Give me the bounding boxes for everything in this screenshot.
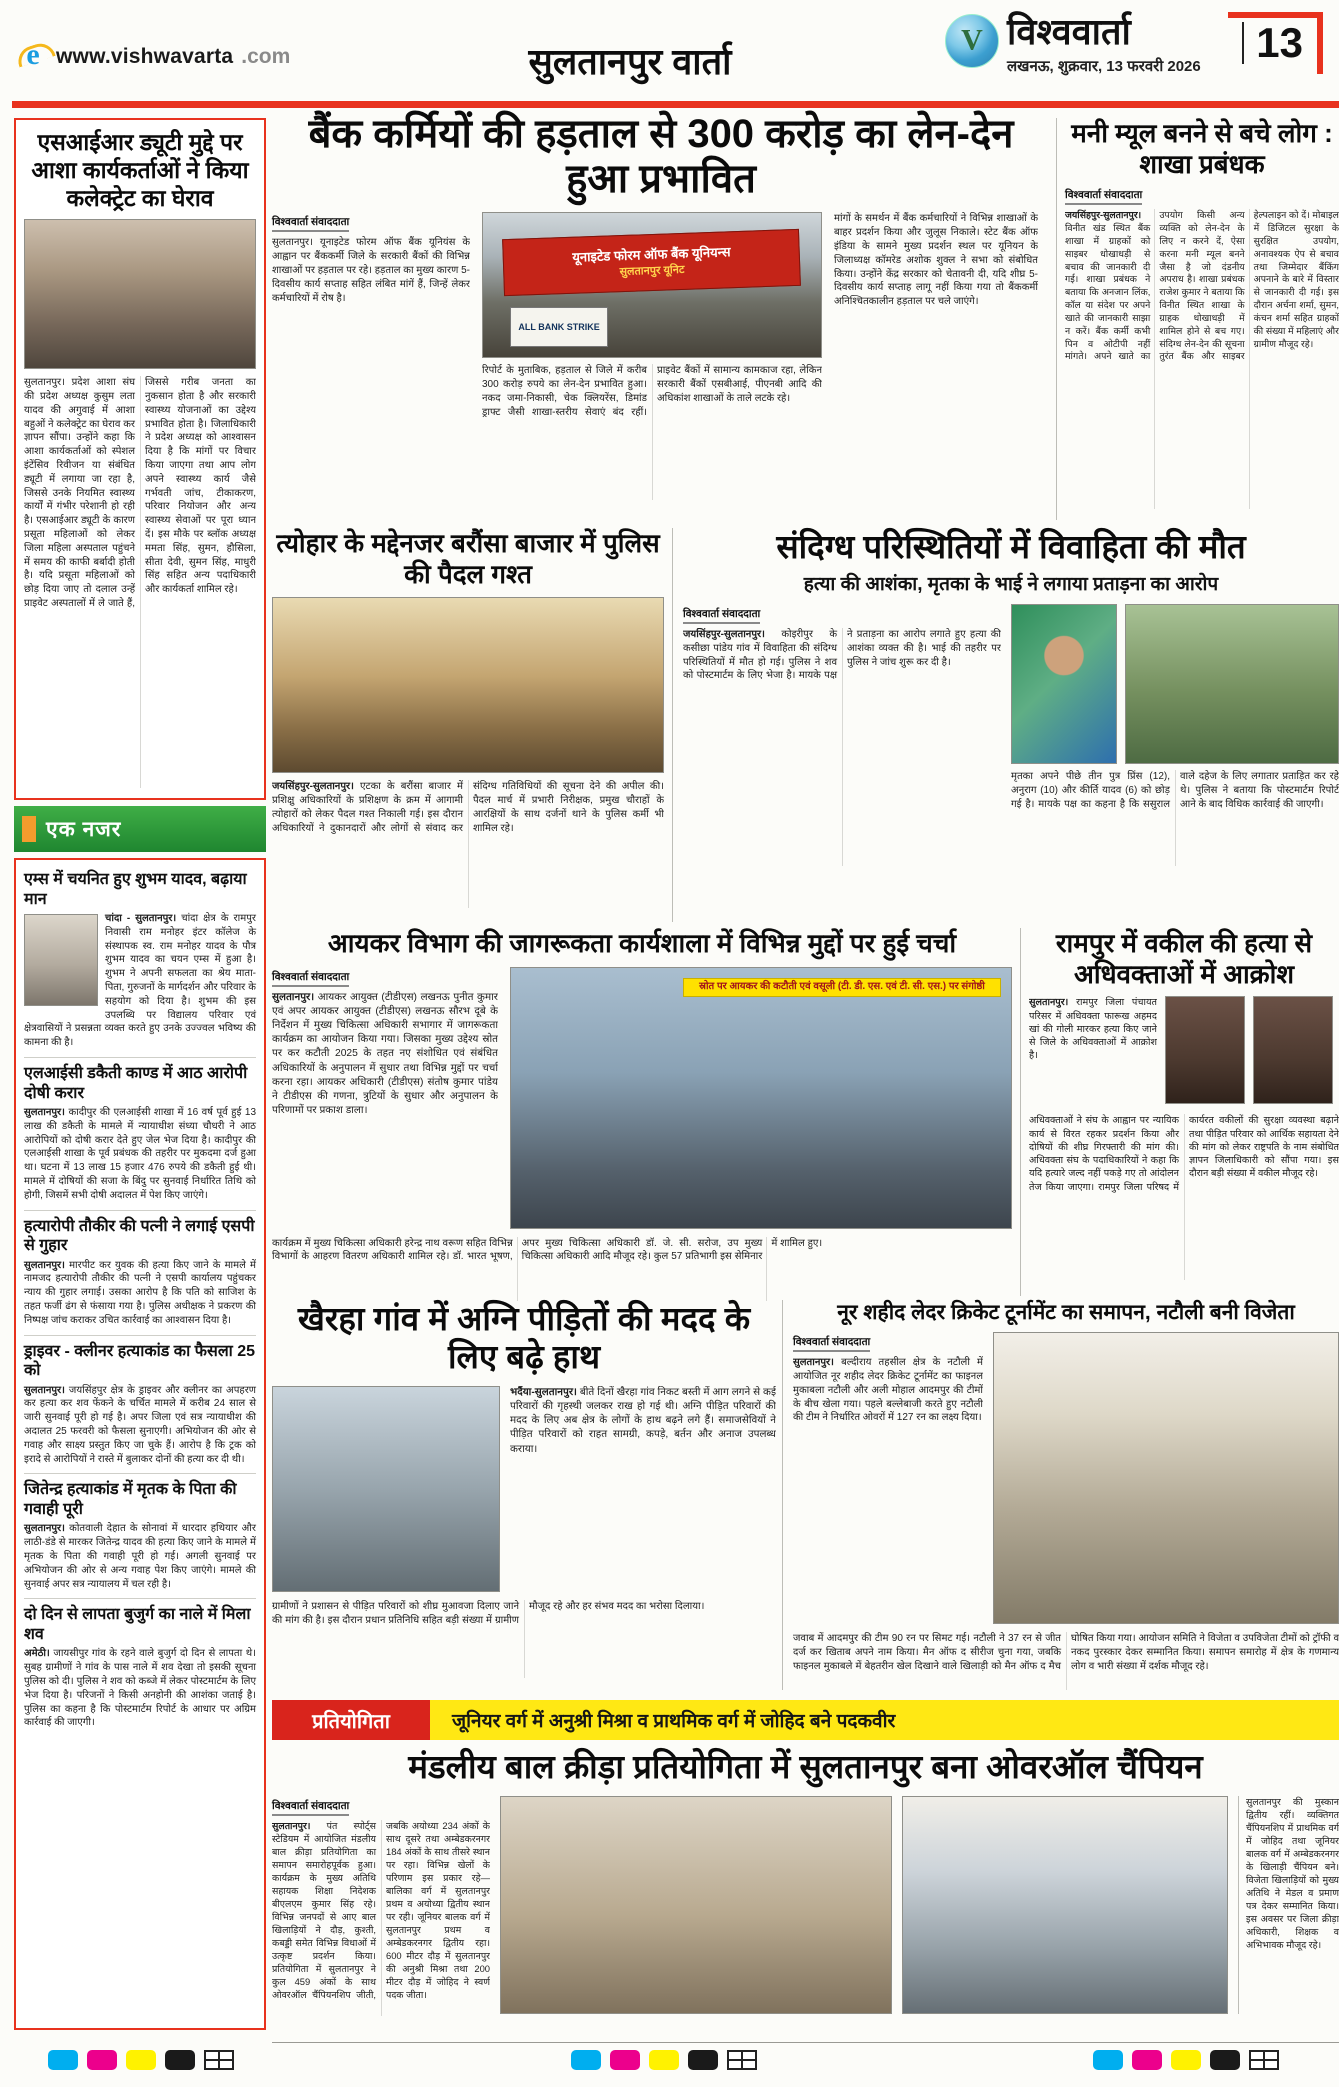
header-url (18, 38, 291, 72)
byline: विश्ववार्ता संवाददाता (272, 215, 349, 232)
article-mandaliya-right: सुलतानपुर की मुस्कान द्वितीय रहीं। व्यक्तिगत चैंपियनशिप में प्राथमिक वर्ग में जोहिद तथा जूनियर बालक वर्ग में अम्बेडकरनगर के खिलाड़ी चैंपियन बने। विजेता खिलाड़ियों को मुख्य अतिथि ने मेडल व प्रमाण पत्र देकर सम्मानित किया। इस अवसर पर जिला क्रीड़ा अधिकारी, शिक्षक व अभिभावक मौजूद रहे। (1238, 1796, 1339, 2014)
article-rampur-body2: अधिवक्ताओं ने संघ के आह्वान पर न्यायिक कार्य से विरत रहकर प्रदर्शन किया और दोषियों की शीघ्र गिरफ्तारी की मांग की। अधिवक्ता संघ के पदाधिकारियों ने कहा कि यदि हत्यारे जल्द नहीं पकड़े गए तो आंदोलन तेज किया जाएगा। रामपुर जिला परिषद में कार्यरत वकीलों की सुरक्षा व्यवस्था बढ़ाने तथा पीड़ित परिवार को आर्थिक सहायता देने की मांग को लेकर राष्ट्रपति के नाम संबोधित ज्ञापन जिलाधिकारी को सौंपा गया। इस दौरान बड़ी संख्या में वकील मौजूद रहे। (1029, 1115, 1339, 1193)
article-mandaliya (272, 1748, 1339, 2038)
byline: विश्ववार्ता संवाददाता (272, 970, 349, 987)
article-khairha-body2: ग्रामीणों ने प्रशासन से पीड़ित परिवारों को शीघ्र मुआवजा दिलाए जाने की मांग की है। इस दौरान प्रधान प्रतिनिधि सहित बड़ी संख्या में ग्रामीण मौजूद रहे और हर संभव मदद का भरोसा दिलाया। (272, 1600, 705, 1626)
yellow-chip-icon (126, 2050, 156, 2070)
print-registration-marks (0, 2050, 1339, 2070)
byline: विश्ववार्ता संवाददाता (272, 1799, 349, 1816)
page-number-box (1228, 12, 1323, 74)
black-chip-icon (688, 2050, 718, 2070)
brief-body: अमेठी। जायसीपुर गांव के रहने वाले बुजुर्ग दो दिन से लापता थे। सुबह ग्रामीणों ने गांव के पास नाले में शव देखा तो इसकी सूचना पुलिस को दी। पुलिस ने शव को कब्जे में लेकर पोस्टमार्टम के लिए भेज दिया है। परिजनों ने किसी अनहोनी की आशंका जताई है। पुलिस का कहना है कि पोस्टमार्टम रिपोर्ट के आधार पर अग्रिम कार्रवाई की जाएगी। (24, 1648, 256, 1729)
strike-banner: यूनाइटेड फोरम ऑफ बैंक यूनियन्स सुलतानपुर यूनिट (502, 228, 801, 295)
photo-bank-strike (482, 212, 822, 358)
article-sir-body: सुलतानपुर। प्रदेश आशा संघ की प्रदेश अध्यक्ष कुसुम लता यादव की अगुवाई में आशा बहुओं ने कलेक्ट्रेट का घेराव कर ज्ञापन सौंपा। उन्होंने कहा कि आशा कार्यकर्ताओं को स्पेशल इंटेंसिव रिवीजन या संबंधित ड्यूटी में लगाया जा रहा है, जिससे उनके नियमित स्वास्थ्य कार्यों में गंभीर परेशानी हो रही है। एसआईआर ड्यूटी के कारण प्रसूता महिलाओं को लेकर जिला महिला अस्पताल पहुंचने में समय की काफी बर्बादी होती है। यदि प्रसूता महिलाओं को छोड़ दिया जाए तो दलाल उन्हें प्राइवेट अस्पतालों में ले जाते हैं, जिससे गरीब जनता का नुकसान होता है और सरकारी स्वास्थ्य योजनाओं का उद्देश्य प्रभावित होता है। जिलाधिकारी ने प्रदेश अध्यक्ष को आश्वासन दिया है कि मांगों पर विचार किया जाएगा तथा आप लोग अपने स्वास्थ्य कार्य जैसे गर्भवती जांच, टीकाकरण, परिवार नियोजन और अन्य स्वास्थ्य सेवाओं पर पूरा ध्यान दें। इस मौके पर ब्लॉक अध्यक्ष ममता सिंह, सुमन, हौसिला, सीता देवी, सुमन सिंह, माधुरी सिंह सहित अन्य पदाधिकारी और कार्यकर्ता शामिल रहे। (24, 377, 256, 609)
article-khairha-headline: खैरहा गांव में अग्नि पीड़ितों की मदद के लिए बढ़े हाथ (297, 1300, 751, 1375)
article-money-mule-headline: मनी म्यूल बनने से बचे लोग : शाखा प्रबंधक (1071, 118, 1333, 179)
brief-body: सुलतानपुर। जयसिंहपुर क्षेत्र के ड्राइवर और क्लीनर का अपहरण कर हत्या कर शव फेंकने के चर्चित मामले में करीब 24 साल से जारी सुनवाई पूरी हो गई है। अपर जिला एवं सत्र न्यायाधीश की अदालत 25 फरवरी को फैसला सुनाएगी। अभियोजन की ओर से गवाह और साक्ष्य प्रस्तुत किए जा चुके हैं। आरोप है कि ट्रक को इरादे से आरोपियों ने रास्ते में बुलाकर दोनों की हत्या कर दी थी। (24, 1384, 257, 1465)
brief-headline: ड्राइवर - क्लीनर हत्याकांड का फैसला 25 को (24, 1342, 256, 1380)
byline: विश्ववार्ता संवाददाता (793, 1335, 870, 1352)
photo-cricket-prize-ceremony (993, 1332, 1339, 1624)
article-khairha-body: भदैंया-सुलतानपुर। बीते दिनों खैरहा गांव निकट बस्ती में आग लगने से कई परिवारों की गृहस्थी जलकर राख हो गई थी। अग्नि पीड़ित परिवारों की मदद के लिए अब क्षेत्र के लोगों के हाथ बढ़ने लगे हैं। समाजसेवियों ने पीड़ित परिवारों को राहत सामग्री, कपड़े, बर्तन और अनाज उपलब्ध कराया। (510, 1386, 776, 1455)
pratiyogita-band (272, 1700, 1339, 1740)
article-mandaliya-left: विश्ववार्ता संवाददाता सुलतानपुर। पंत स्पोर्ट्स स्टेडियम में आयोजित मंडलीय बाल क्रीड़ा प्रतियोगिता का समापन समारोहपूर्वक हुआ। कार्यक्रम के मुख्य अतिथि सहायक शिक्षा निदेशक बीएलएम कुमार सिंह रहे। विभिन्न जनपदों से आए बाल खिलाड़ियों ने दौड़, कुश्ती, कबड्डी समेत विभिन्न विधाओं में उत्कृष्ट प्रदर्शन किया। प्रतियोगिता में सुलतानपुर ने कुल 459 अंकों के साथ ओवरऑल चैंपियनशिप जीती, जबकि अयोध्या 234 अंकों के साथ दूसरे तथा अम्बेडकरनगर 184 अंकों के साथ तीसरे स्थान पर रहा। विभिन्न खेलों के परिणाम इस प्रकार रहे— बालिका वर्ग में सुलतानपुर प्रथम व अयोध्या द्वितीय स्थान पर रही। जूनियर बालक वर्ग में सुलतानपुर प्रथम व अम्बेडकरनगर द्वितीय रहा। 600 मीटर दौड़ में सुलतानपुर की अनुश्री मिश्रा तथा 200 मीटर दौड़ में जोहिद ने स्वर्ण पदक जीता। (272, 1799, 490, 2000)
yellow-chip-icon (649, 2050, 679, 2070)
article-tyohar-body: जयसिंहपुर-सुलतानपुर। एटका के बरौंसा बाजार में प्रशिक्षु अधिकारियों के प्रशिक्षण के क्रम में आगामी त्योहारों को लेकर पैदल गश्त निकाली गई। इस दौरान अधिकारियों ने दुकानदारों और लोगों से संवाद कर संदिग्ध गतिविधियों की सूचना देने की अपील की। पैदल मार्च में प्रभारी निरीक्षक, प्रमुख चौराहों के आरक्षियों के साथ दर्जनों थाने के पुलिस कर्मी भी शामिल रहे। (272, 781, 664, 834)
site-url: www.vishwavarta (56, 45, 234, 68)
brief-item-driver (24, 1342, 256, 1467)
brief-item-lic (24, 1064, 256, 1203)
article-khairha (272, 1300, 776, 1688)
yellow-chip-icon (1171, 2050, 1201, 2070)
photo-sports-ceremony (902, 1796, 1228, 2014)
article-sandigdh-left: विश्ववार्ता संवाददाता जयसिंहपुर-सुलतानपुर। कोइरीपुर के कसीछा पांडेय गांव में विवाहिता की संदिग्ध परिस्थितियों में मौत हो गई। पुलिस ने शव को पोस्टमार्टम के लिए भेजा है। मायके पक्ष ने प्रताड़ना का आरोप लगाते हुए हत्या की आशंका व्यक्त की है। भाई की तहरीर पर पुलिस ने जांच शुरू कर दी है। (683, 607, 1001, 682)
photo-deceased-woman (1011, 604, 1117, 764)
globe-logo-icon: V (945, 14, 999, 68)
article-bank-col4: मांगों के समर्थन में बैंक कर्मचारियों ने विभिन्न शाखाओं के बाहर प्रदर्शन किया और जुलूस निकाले। स्टेट बैंक ऑफ इंडिया के सामने मुख्य प्रदर्शन स्थल पर यूनियन के जिलाध्यक्ष कॉमरेड अशोक शुक्ल ने सभा को संबोधित किया। उन्होंने केंद्र सरकार को चेतावनी दी, यदि शीघ्र 5-दिवसीय कार्य सप्ताह लागू नहीं किया गया तो बैंककर्मी अनिश्चितकालीन हड़ताल पर चले जाएंगे। (834, 213, 1038, 308)
photo-caption-band: स्रोत पर आयकर की कटौती एवं वसूली (टी. डी. एस. एवं टी. सी. एस.) पर संगोष्ठी (683, 978, 1001, 997)
registration-cross-icon (727, 2050, 757, 2070)
cyan-chip-icon (48, 2050, 78, 2070)
photo-wrestling-bout (500, 1796, 892, 2014)
photo-lawyer-2 (1253, 996, 1333, 1104)
photo-asha-protest (24, 219, 256, 369)
brief-item-aiims (24, 870, 256, 1050)
cmyk-group (48, 2050, 234, 2070)
article-sandigdh-subhead: हत्या की आशंका, मृतका के भाई ने लगाया प्रताड़ना का आरोप (803, 573, 1219, 595)
divider (24, 1598, 256, 1599)
photo-police-march (272, 597, 664, 773)
article-aayakar-headline: आयकर विभाग की जागरूकता कार्यशाला में विभिन्न मुद्दों पर हुई चर्चा (327, 928, 957, 958)
article-sandigdh-right: मृतका अपने पीछे तीन पुत्र प्रिंस (12), अनुराग (10) और कीर्ति यादव (6) को छोड़ गई है। मायके पक्ष का कहना है कि ससुराल वाले दहेज के लिए लगातार प्रताड़ित कर रहे थे। पुलिस ने बताया कि पोस्टमार्टम रिपोर्ट आने के बाद विधिक कार्रवाई की जाएगी। (1011, 604, 1339, 866)
magenta-chip-icon (87, 2050, 117, 2070)
brief-headline: एलआईसी डकैती काण्ड में आठ आरोपी दोषी करार (24, 1065, 248, 1102)
edition-dateline: लखनऊ, शुक्रवार, 13 फरवरी 2026 (1007, 58, 1201, 75)
brief-body: सुलतानपुर। मारपीट कर युवक की हत्या किए जाने के मामले में नामजद हत्यारोपी तौकीर की पत्नी ने एसपी कार्यालय पहुंचकर न्याय की गुहार लगाई। उसका आरोप है कि पति को साजिश के तहत फर्जी ढंग से फंसाया गया है। पुलिस अधीक्षक ने प्रकरण की निष्पक्ष जांच कराकर उचित कार्रवाई का आश्वासन दिया है। (24, 1259, 256, 1326)
brief-body: सुलतानपुर। कादीपुर की एलआईसी शाखा में 16 वर्ष पूर्व हुई 13 लाख की डकैती के मामले में न्यायाधीश संध्या चौधरी ने आठ आरोपियों को दोषी करार देते हुए जेल भेज दिया है। कादीपुर की एलआईसी शाखा के पूर्व प्रबंधक की तहरीर पर मुकदमा दर्ज हुआ था। घटना में 13 लाख 15 हजार 476 रुपये की डकैती हुई थी। मामले में दोषियों की सजा के बिंदु पर सुनवाई निर्धारित तिथि को होगी, जिसमें सभी दोषी अदालत में पेश किए जाएंगे। (24, 1107, 257, 1201)
cmyk-group (571, 2050, 757, 2070)
article-sir (14, 118, 266, 800)
article-sir-headline: एसआईआर ड्यूटी मुद्दे पर आशा कार्यकर्ताओं ने किया कलेक्ट्रेट का घेराव (31, 129, 249, 212)
header-rule (12, 101, 1339, 108)
ek-najar-label: एक नजर (46, 818, 122, 841)
site-url-tld: .com (241, 45, 291, 68)
strike-placard: ALL BANK STRIKE (510, 307, 608, 347)
article-sandigdh (672, 528, 1339, 922)
article-aayakar (272, 928, 1012, 1290)
article-money-mule-body: जयसिंहपुर-सुलतानपुर। विनीत खंड स्थित बैंक शाखा में ग्राहकों को साइबर धोखाधड़ी से बचाव की जानकारी दी गई। शाखा प्रबंधक ने बताया कि अनजान लिंक, कॉल या संदेश पर अपने खाते की जानकारी साझा न करें। बैंक कर्मी कभी पिन व ओटीपी नहीं मांगते। अपने खाते का उपयोग किसी अन्य व्यक्ति को लेन-देन के लिए न करने दें, ऐसा करना मनी म्यूल बनने जैसा है जो दंडनीय अपराध है। शाखा प्रबंधक राजेश कुमार ने बताया कि विनीत स्थित शाखा के ग्राहक धोखाधड़ी में शामिल होने से बच गए। संदिग्ध लेन-देन की सूचना तुरंत बैंक और साइबर हेल्पलाइन को दें। मोबाइल में डिजिटल सुरक्षा के सुरक्षित उपयोग, अनावश्यक ऐप से बचाव तथा जिम्मेदार बैंकिंग अपनाने के बारे में विस्तार से जानकारी दी गई। इस दौरान अर्चना शर्मा, सुमन, कंचन शर्मा सहित ग्राहकों की संख्या में महिलाएं और ग्रामीण मौजूद रहे। (1065, 210, 1339, 362)
article-money-mule (1056, 118, 1339, 520)
brief-item-jitendra (24, 1480, 256, 1591)
article-rampur-lead: सुलतानपुर। रामपुर जिला पंचायत परिसर में अधिवक्ता फारूख अहमद खां की गोली मारकर हत्या किए जाने से जिले के अधिवक्ताओं में आक्रोश है। (1029, 997, 1157, 1062)
divider (24, 1210, 256, 1211)
cyan-chip-icon (1093, 2050, 1123, 2070)
brief-headline: जितेन्द्र हत्याकांड में मृतक के पिता की गवाही पूरी (24, 1481, 237, 1518)
article-aayakar-body2: कार्यक्रम में मुख्य चिकित्सा अधिकारी हरेन्द्र नाथ वरूण सहित विभिन्न विभागों के आहरण वितरण अधिकारी शामिल रहे। डॉ. भारत भूषण, अपर मुख्य चिकित्सा अधिकारी डॉ. जे. सी. सरोज, उप मुख्य चिकित्सा अधिकारी आदि मौजूद रहे। कुल 57 प्रतिभागी इस सेमिनार में शामिल हुए। (272, 1237, 823, 1263)
article-bank-headline: बैंक कर्मियों की हड़ताल से 300 करोड़ का लेन-देन हुआ प्रभावित (308, 112, 1014, 202)
brief-headline: हत्यारोपी तौकीर की पत्नी ने लगाई एसपी से गुहार (24, 1217, 255, 1255)
article-aayakar-left: विश्ववार्ता संवाददाता सुलतानपुर। आयकर आयुक्त (टीडीएस) लखनऊ पुनीत कुमार एवं अपर आयकर आयुक्त (टीडीएस) लखनऊ सौरभ दूबे के निर्देशन में मुख्य चिकित्सा अधिकारी सभागार में जागरूकता कार्यक्रम का आयोजन किया गया। जिसका मुख्य उद्देश्य स्रोत पर कर कटौती 2025 के तहत नए संशोधित एवं संबंधित अधिकारियों के अनुपालन में सुधार तथा विभिन्न मुद्दों पर चर्चा करना रहा। आयकर अधिकारी (टीडीएस) संतोष कुमार पांडेय ने टीडीएस की गणना, त्रुटियों के सुधार और अनुपालन के परिणामों पर प्रकाश डाला। (272, 970, 498, 1117)
article-tyohar (272, 528, 664, 922)
photo-shubham-portrait (24, 914, 98, 1006)
brief-item-bujurg (24, 1605, 256, 1730)
byline: विश्ववार्ता संवाददाता (683, 607, 760, 624)
article-bank-col1: विश्ववार्ता संवाददाता सुलतानपुर। यूनाइटेड फोरम ऑफ बैंक यूनियंस के आह्वान पर बैंककर्मी जिले के सरकारी बैंकों की विभिन्न शाखाओं पर हड़ताल पर रहे। हड़ताल का मुख्य कारण 5-दिवसीय कार्य सप्ताह सहित लंबित मांगें हैं, जिन्हें लेकर कर्मचारियों में रोष है। (272, 216, 470, 304)
article-rampur-headline: रामपुर में वकील की हत्या से अधिवक्ताओं में आक्रोश (1055, 928, 1313, 989)
divider (24, 1057, 256, 1058)
article-bank (272, 112, 1050, 522)
article-noor-headline: नूर शहीद लेदर क्रिकेट टूर्नामेंट का समापन, नटौली बनी विजेता (837, 1301, 1295, 1324)
briefs-box (14, 858, 266, 2030)
photo-lawyer-1 (1165, 996, 1245, 1104)
brand-name: विश्ववार्ता (1007, 11, 1131, 52)
black-chip-icon (1210, 2050, 1240, 2070)
band-text: जूनियर वर्ग में अनुश्री मिश्रा व प्राथमिक वर्ग में जोहिद बने पदकवीर (430, 1700, 1339, 1740)
footer-rule (272, 2042, 1339, 2043)
photo-funeral-crowd (1125, 604, 1339, 764)
registration-cross-icon (1249, 2050, 1279, 2070)
banner-accent (22, 816, 36, 842)
article-mandaliya-headline: मंडलीय बाल क्रीड़ा प्रतियोगिता में सुलतानपुर बना ओवरऑल चैंपियन (408, 1748, 1203, 1785)
page-number: 13 (1242, 22, 1303, 64)
brief-body: सुलतानपुर। कोतवाली देहात के सोनावां में धारदार हथियार और लाठी-डंडे से मारकर जितेन्द्र यादव की हत्या किए जाने के मामले में मृतक के पिता की गवाही पूरी हो गई। अगली सुनवाई पर अभियोजन की ओर से अन्य गवाह पेश किए जाएंगे। मामले की सुनवाई अपर सत्र न्यायालय में चल रही है। (24, 1523, 257, 1590)
divider (24, 1335, 256, 1336)
photo-fire-victims-aid (272, 1386, 500, 1592)
article-bank-middle: यूनाइटेड फोरम ऑफ बैंक यूनियन्स सुलतानपुर यूनिट ALL BANK STRIKE रिपोर्ट के मुताबिक, हड़ताल से जिले में करीब 300 करोड़ रुपये का लेन-देन प्रभावित हुआ। नकद जमा-निकासी, चेक क्लियरेंस, डिमांड ड्राफ्ट जैसी शाखा-स्तरीय सेवाएं बंद रहीं। प्राइवेट बैंकों में सामान्य कामकाज रहा, लेकिन सरकारी बैंकों एसबीआई, पीएनबी आदि की अधिकांश शाखाओं के ताले लटके रहे। (482, 212, 822, 502)
band-label: प्रतियोगिता (272, 1700, 430, 1740)
registration-cross-icon (204, 2050, 234, 2070)
cyan-chip-icon (571, 2050, 601, 2070)
article-sandigdh-headline: संदिग्ध परिस्थितियों में विवाहिता की मौत (776, 528, 1246, 565)
browser-e-icon: e (18, 42, 48, 72)
photo-tds-workshop (510, 967, 1012, 1229)
brief-headline: दो दिन से लापता बुजुर्ग का नाले में मिला शव (24, 1606, 251, 1643)
section-title: सुलतानपुर वार्ता (528, 41, 732, 82)
article-rampur (1020, 928, 1339, 1296)
black-chip-icon (165, 2050, 195, 2070)
article-noor-left: विश्ववार्ता संवाददाता सुलतानपुर। बल्दीराय तहसील क्षेत्र के नटौली में आयोजित नूर शहीद लेदर क्रिकेट टूर्नामेंट का फाइनल मुकाबला नटौली और अली मोहाल आदमपुर की टीमों के बीच खेला गया। पहले बल्लेबाजी करते हुए नटौली की टीम ने निर्धारित ओवरों में 127 रन का लक्ष्य दिया। (793, 1336, 983, 1424)
article-noor (782, 1300, 1339, 1690)
masthead-brand (945, 11, 1201, 76)
brief-item-taukir (24, 1217, 256, 1328)
ek-najar-banner (14, 806, 266, 852)
byline: विश्ववार्ता संवाददाता (1065, 188, 1142, 205)
article-noor-body2: जवाब में आदमपुर की टीम 90 रन पर सिमट गई। नटौली ने 37 रन से जीत दर्ज कर खिताब अपने नाम किया। मैन ऑफ द सीरीज चुना गया, जबकि फाइनल मुकाबले में बेहतरीन खेल दिखाने वाले खिलाड़ी को मैन ऑफ द मैच घोषित किया गया। आयोजन समिति ने विजेता व उपविजेता टीमों को ट्रॉफी व नकद पुरस्कार देकर सम्मानित किया। समापन समारोह में क्षेत्र के गणमान्य लोग व भारी संख्या में दर्शक मौजूद रहे। (793, 1633, 1339, 1672)
article-tyohar-headline: त्योहार के मद्देनजर बरौंसा बाजार में पुलिस की पैदल गश्त (276, 528, 660, 589)
cmyk-group (1093, 2050, 1279, 2070)
magenta-chip-icon (610, 2050, 640, 2070)
brief-body: चांदा - सुलतानपुर। चांदा क्षेत्र के रामपुर निवासी राम मनोहर इंटर कॉलेज के संस्थापक स्व. राम मनोहर यादव के पौत्र शुभम यादव का चयन एम्स में हुआ है। शुभम ने अपनी सफलता का श्रेय माता-पिता, गुरुजनों के मार्गदर्शन और परिवार के सहयोग को दिया है। शुभम की इस उपलब्धि पर विद्यालय परिवार एवं क्षेत्रवासियों ने प्रसन्नता व्यक्त करते हुए उनके उज्ज्वल भविष्य की कामना की है। (24, 913, 256, 1049)
divider (24, 1473, 256, 1474)
magenta-chip-icon (1132, 2050, 1162, 2070)
brief-headline: एम्स में चयनित हुए शुभम यादव, बढ़ाया मान (24, 871, 247, 908)
